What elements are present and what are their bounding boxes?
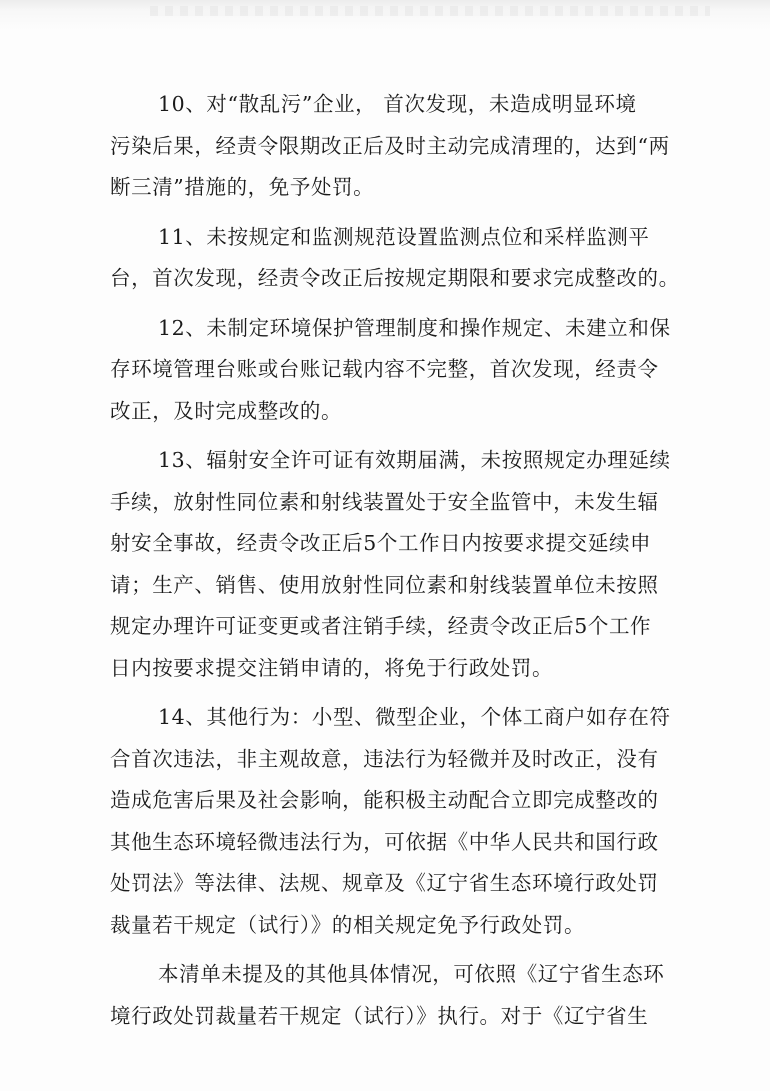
paragraph-item-11 (110, 217, 680, 300)
text-line: 裁量若干规定（试行）》的相关规定免予行政处罚。 (110, 912, 586, 937)
text-line: 合首次违法，非主观故意，违法行为轻微并及时改正，没有 (110, 746, 659, 771)
text-line: 请；生产、销售、使用放射性同位素和射线装置单位未按照 (110, 572, 659, 597)
document-body (110, 84, 680, 1045)
text-line: 10、对“散乱污”企业， 首次发现，未造成明显环境 (158, 92, 637, 116)
paragraph-item-14 (110, 697, 670, 946)
text-line: 台，首次发现，经责令改正后按规定期限和要求完成整改的。 (110, 266, 680, 290)
text-line: 造成危害后果及社会影响，能积极主动配合立即完成整改的 (110, 788, 659, 812)
text-line: 手续，放射性同位素和射线装置处于安全监管中，未发生辐 (110, 489, 659, 514)
text-line: 规定办理许可证变更或者注销手续，经责令改正后5个工作 (110, 614, 652, 638)
text-line: 12、未制定环境保护管理制度和操作规定、未建立和保 (158, 315, 671, 340)
paragraph-item-13 (110, 440, 670, 689)
text-line: 本清单未提及的其他具体情况，可依照《辽宁省生态环 (158, 962, 665, 986)
paragraph-item-12 (110, 308, 670, 433)
scan-smudge (150, 6, 710, 16)
text-line: 断三清”措施的，免予处罚。 (110, 175, 375, 199)
text-line: 存环境管理台账或台账记载内容不完整，首次发现，经责令 (110, 357, 659, 381)
text-line: 13、辐射安全许可证有效期届满，未按照规定办理延续 (158, 448, 671, 472)
scan-top-edge (0, 0, 770, 30)
text-line: 改正，及时完成整改的。 (110, 398, 343, 423)
paragraph-item-10 (110, 84, 670, 209)
text-line: 处罚法》等法律、法规、规章及《辽宁省生态环境行政处罚 (110, 871, 659, 895)
text-line: 境行政处罚裁量若干规定（试行）》执行。对于《辽宁省生 (110, 1003, 649, 1028)
text-line: 污染后果，经责令限期改正后及时主动完成清理的，达到“两 (110, 133, 670, 158)
text-line: 11、未按规定和监测规范设置监测点位和采样监测平 (158, 224, 650, 249)
text-line: 14、其他行为：小型、微型企业，个体工商户如存在符 (158, 705, 671, 729)
paragraph-closing (110, 954, 670, 1037)
text-line: 日内按要求提交注销申请的，将免于行政处罚。 (110, 655, 554, 680)
text-line: 其他生态环境轻微违法行为，可依据《中华人民共和国行政 (110, 829, 659, 854)
text-line: 射安全事故，经责令改正后5个工作日内按要求提交延续申 (110, 531, 652, 555)
